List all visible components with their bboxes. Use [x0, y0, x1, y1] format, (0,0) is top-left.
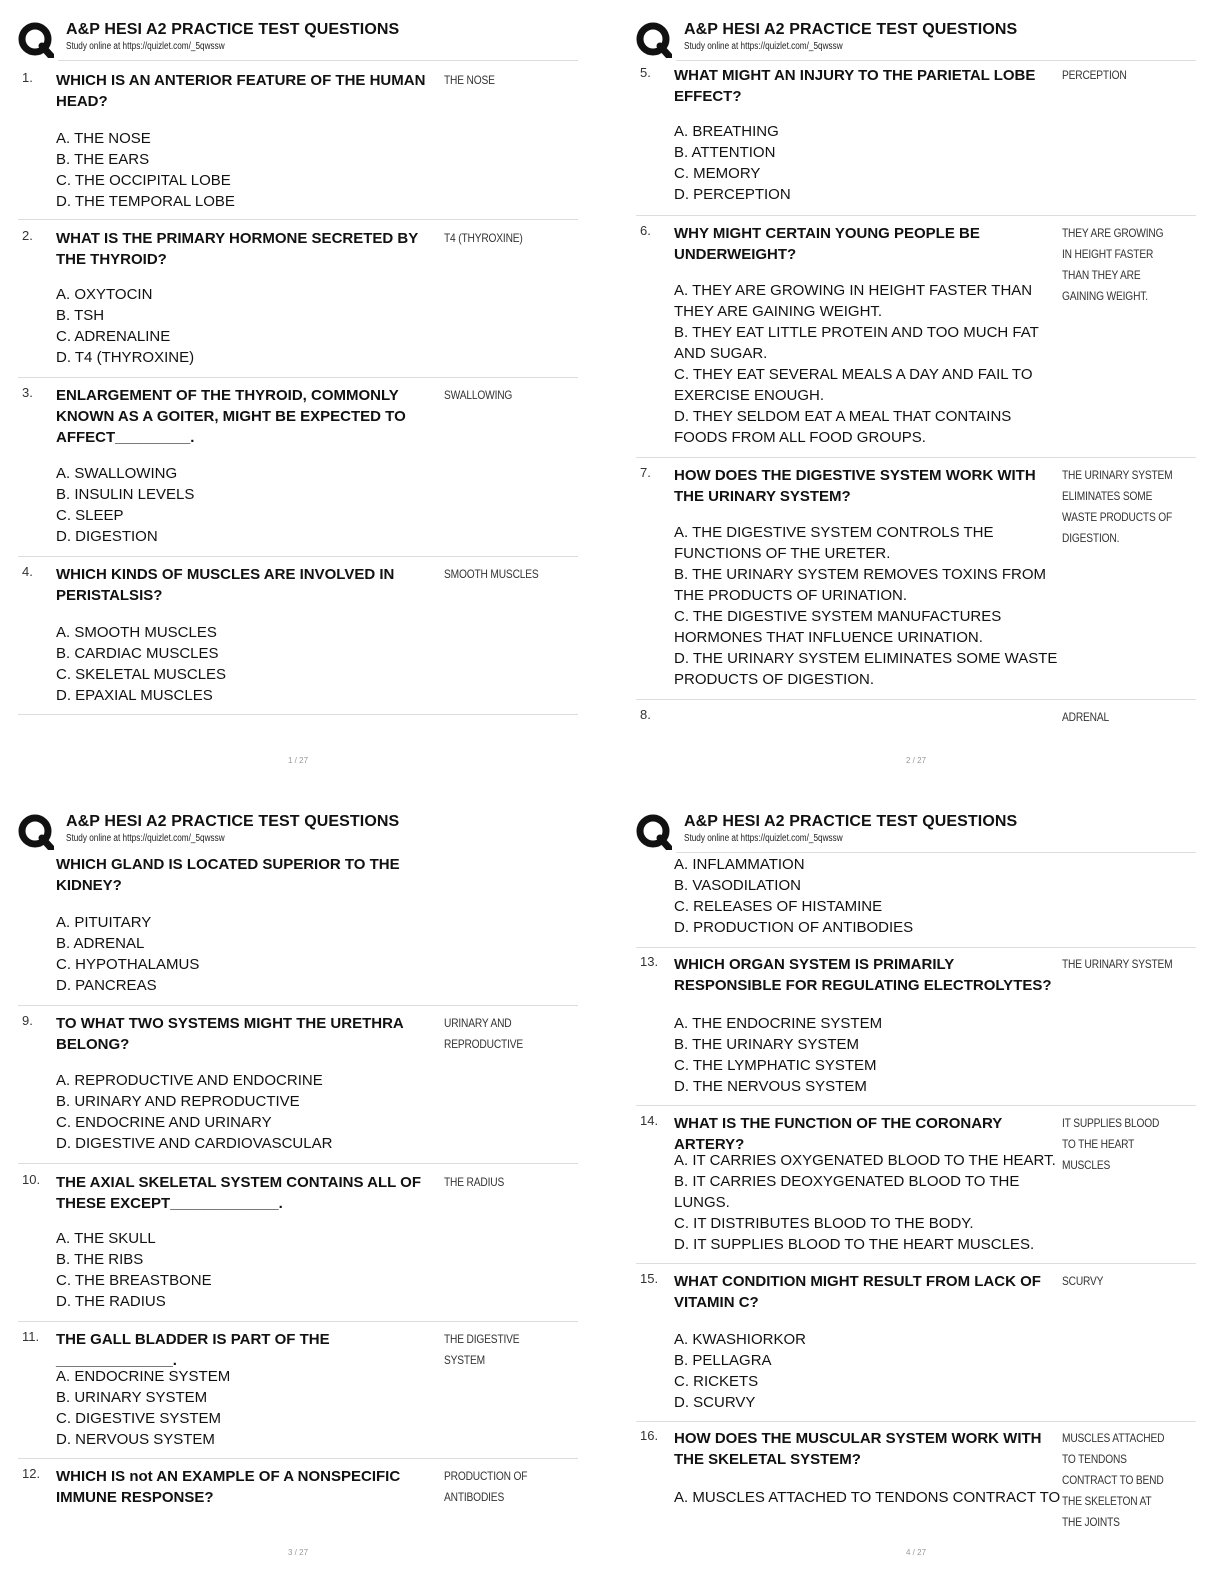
divider: [636, 457, 1196, 458]
option: B. URINARY AND REPRODUCTIVE: [56, 1093, 300, 1110]
question-text: WHICH IS AN ANTERIOR FEATURE OF THE HUMAN HEAD?: [56, 72, 426, 110]
header-subtitle: Study online at https://quizlet.com/_5qwssw: [684, 41, 843, 52]
option: C. THE BREASTBONE: [56, 1272, 212, 1289]
options-list: [674, 1329, 1064, 1413]
option: B. THE URINARY SYSTEM: [674, 1036, 860, 1053]
answer-text: THE URINARY SYSTEM: [1062, 957, 1173, 971]
page-footer: 2 / 27: [906, 756, 927, 765]
option: B. ADRENAL: [56, 935, 145, 952]
question-number: 10.: [22, 1172, 41, 1187]
option: D. PERCEPTION: [674, 186, 791, 203]
quizlet-logo-icon: [636, 22, 672, 58]
option: A. THE SKULL: [56, 1230, 156, 1247]
option: A. SWALLOWING: [56, 465, 178, 482]
options-list: [56, 1366, 456, 1450]
header-subtitle: Study online at https://quizlet.com/_5qwssw: [66, 833, 225, 844]
divider: [18, 1163, 578, 1164]
option: D. THEY SELDOM EAT A MEAL THAT CONTAINS FOODS FROM ALL FOOD GROUPS.: [674, 408, 1012, 446]
question-number: 2.: [22, 228, 33, 243]
option: D. THE RADIUS: [56, 1293, 166, 1310]
option: D. T4 (THYROXINE): [56, 349, 195, 366]
divider: [18, 1321, 578, 1322]
answer-text: T4 (THYROXINE): [444, 231, 523, 245]
answer-text: SWALLOWING: [444, 388, 513, 402]
page-footer: 4 / 27: [906, 1548, 927, 1557]
divider: [18, 1005, 578, 1006]
divider: [676, 852, 1196, 853]
option: D. THE NERVOUS SYSTEM: [674, 1078, 867, 1095]
option: C. HYPOTHALAMUS: [56, 956, 200, 973]
option: D. THE TEMPORAL LOBE: [56, 193, 235, 210]
page-header: [636, 810, 1196, 852]
option: A. BREATHING: [674, 123, 779, 140]
question-number: 1.: [22, 70, 33, 85]
header-subtitle: Study online at https://quizlet.com/_5qwssw: [66, 41, 225, 52]
option: A. INFLAMMATION: [674, 856, 805, 873]
divider: [58, 60, 578, 61]
options-list: [674, 280, 1064, 448]
option: C. MEMORY: [674, 165, 761, 182]
question-text: WHICH KINDS OF MUSCLES ARE INVOLVED IN PERISTALSIS?: [56, 566, 395, 604]
question-number: 5.: [640, 65, 651, 80]
answer-text: SMOOTH MUSCLES: [444, 567, 539, 581]
question-text: WHICH IS not AN EXAMPLE OF A NONSPECIFIC IMMUNE RESPONSE?: [56, 1468, 401, 1506]
option: B. INSULIN LEVELS: [56, 486, 195, 503]
question-text: ENLARGEMENT OF THE THYROID, COMMONLY KNOWN AS A GOITER, MIGHT BE EXPECTED TO AFFECT_________.: [56, 387, 406, 446]
option: D. DIGESTION: [56, 528, 158, 545]
question-number: 14.: [640, 1113, 659, 1128]
quizlet-logo-icon: [636, 814, 672, 850]
divider: [18, 556, 578, 557]
question-number: 11.: [22, 1329, 40, 1344]
option: B. IT CARRIES DEOXYGENATED BLOOD TO THE LUNGS.: [674, 1173, 1020, 1211]
option: A. SMOOTH MUSCLES: [56, 624, 217, 641]
question-number: 4.: [22, 564, 33, 579]
divider: [18, 1458, 578, 1459]
quizlet-logo-icon: [18, 814, 54, 850]
answer-text: THE NOSE: [444, 73, 495, 87]
option: D. EPAXIAL MUSCLES: [56, 687, 213, 704]
question-text: HOW DOES THE MUSCULAR SYSTEM WORK WITH THE SKELETAL SYSTEM?: [674, 1430, 1042, 1468]
answer-text: THE RADIUS: [444, 1175, 505, 1189]
page-header: [18, 18, 578, 60]
option: D. PRODUCTION OF ANTIBODIES: [674, 919, 914, 936]
option: B. PELLAGRA: [674, 1352, 772, 1369]
option: A. THE NOSE: [56, 130, 151, 147]
page-footer: 1 / 27: [288, 756, 309, 765]
page-1: [18, 18, 598, 778]
quizlet-logo-icon: [18, 22, 54, 58]
question-text: THE AXIAL SKELETAL SYSTEM CONTAINS ALL OF THESE EXCEPT_____________.: [56, 1174, 422, 1212]
options-list: [56, 128, 456, 212]
page-header: [18, 810, 578, 852]
question-number: 15.: [640, 1271, 659, 1286]
divider: [18, 377, 578, 378]
option: A. MUSCLES ATTACHED TO TENDONS CONTRACT TO: [674, 1489, 1061, 1506]
question-number: 12.: [22, 1466, 41, 1481]
option: D. DIGESTIVE AND CARDIOVASCULAR: [56, 1135, 333, 1152]
option: A. PITUITARY: [56, 914, 152, 931]
question-text: WHICH GLAND IS LOCATED SUPERIOR TO THE KIDNEY?: [56, 856, 400, 894]
options-list: [56, 1228, 456, 1312]
divider: [636, 215, 1196, 216]
question-text: WHY MIGHT CERTAIN YOUNG PEOPLE BE UNDERWEIGHT?: [674, 225, 980, 263]
option: B. VASODILATION: [674, 877, 801, 894]
answer-text: URINARY AND REPRODUCTIVE: [444, 1016, 524, 1051]
option: D. SCURVY: [674, 1394, 756, 1411]
options-list: [674, 121, 1064, 205]
question-text: WHICH ORGAN SYSTEM IS PRIMARILY RESPONSIBLE FOR REGULATING ELECTROLYTES?: [674, 956, 1052, 994]
answer-text: PERCEPTION: [1062, 68, 1127, 82]
option: A. THE ENDOCRINE SYSTEM: [674, 1015, 883, 1032]
options-list: [674, 1013, 1064, 1097]
page-3: [18, 810, 598, 1570]
option: C. RICKETS: [674, 1373, 759, 1390]
answer-text: SCURVY: [1062, 1274, 1104, 1288]
option: B. ATTENTION: [674, 144, 776, 161]
option: D. THE URINARY SYSTEM ELIMINATES SOME WASTE PRODUCTS OF DIGESTION.: [674, 650, 1058, 688]
option: C. RELEASES OF HISTAMINE: [674, 898, 883, 915]
question-number: 6.: [640, 223, 651, 238]
options-list: [56, 1070, 456, 1154]
option: C. SKELETAL MUSCLES: [56, 666, 227, 683]
header-subtitle: Study online at https://quizlet.com/_5qwssw: [684, 833, 843, 844]
option: A. THEY ARE GROWING IN HEIGHT FASTER THAN THEY ARE GAINING WEIGHT.: [674, 282, 1033, 320]
option: C. SLEEP: [56, 507, 124, 524]
option: D. PANCREAS: [56, 977, 157, 994]
option: C. DIGESTIVE SYSTEM: [56, 1410, 222, 1427]
option: A. IT CARRIES OXYGENATED BLOOD TO THE HEART.: [674, 1152, 1056, 1169]
option: A. REPRODUCTIVE AND ENDOCRINE: [56, 1072, 323, 1089]
answer-text: ADRENAL: [1062, 710, 1110, 724]
answer-text: PRODUCTION OF ANTIBODIES: [444, 1469, 528, 1504]
options-list: [56, 622, 456, 706]
question-text: WHAT CONDITION MIGHT RESULT FROM LACK OF VITAMIN C?: [674, 1273, 1041, 1311]
divider: [18, 714, 578, 715]
page-header: [636, 18, 1196, 60]
option: C. IT DISTRIBUTES BLOOD TO THE BODY.: [674, 1215, 974, 1232]
option: A. THE DIGESTIVE SYSTEM CONTROLS THE FUNCTIONS OF THE URETER.: [674, 524, 994, 562]
option: B. CARDIAC MUSCLES: [56, 645, 219, 662]
header-title: A&P HESI A2 PRACTICE TEST QUESTIONS: [684, 21, 1018, 38]
divider: [636, 947, 1196, 948]
divider: [636, 1263, 1196, 1264]
page-4: [636, 810, 1216, 1570]
question-number: 16.: [640, 1428, 659, 1443]
answer-text: THE URINARY SYSTEM ELIMINATES SOME WASTE PRODUCTS OF DIGESTION.: [1062, 468, 1173, 545]
header-title: A&P HESI A2 PRACTICE TEST QUESTIONS: [66, 813, 400, 830]
option: A. KWASHIORKOR: [674, 1331, 806, 1348]
options-list: [56, 284, 456, 368]
option: C. ENDOCRINE AND URINARY: [56, 1114, 272, 1131]
options-list: [674, 522, 1064, 690]
option: B. TSH: [56, 307, 105, 324]
question-number: 8.: [640, 707, 651, 722]
header-title: A&P HESI A2 PRACTICE TEST QUESTIONS: [66, 21, 400, 38]
divider: [636, 699, 1196, 700]
option: A. ENDOCRINE SYSTEM: [56, 1368, 231, 1385]
option: C. THE LYMPHATIC SYSTEM: [674, 1057, 877, 1074]
answer-text: MUSCLES ATTACHED TO TENDONS CONTRACT TO BEND THE SKELETON AT THE JOINTS: [1062, 1431, 1165, 1529]
question-text: WHAT IS THE PRIMARY HORMONE SECRETED BY THE THYROID?: [56, 230, 418, 268]
page-footer: 3 / 27: [288, 1548, 309, 1557]
divider: [636, 1105, 1196, 1106]
option: B. THE RIBS: [56, 1251, 144, 1268]
question-text: WHAT IS THE FUNCTION OF THE CORONARY ARTERY?: [674, 1115, 1003, 1153]
options-list: [56, 463, 456, 547]
option: C. THE OCCIPITAL LOBE: [56, 172, 231, 189]
option: B. URINARY SYSTEM: [56, 1389, 208, 1406]
option: C. ADRENALINE: [56, 328, 171, 345]
option: A. OXYTOCIN: [56, 286, 153, 303]
question-number: 7.: [640, 465, 651, 480]
answer-text: THE DIGESTIVE SYSTEM: [444, 1332, 520, 1367]
question-number: 9.: [22, 1013, 33, 1028]
question-text: TO WHAT TWO SYSTEMS MIGHT THE URETHRA BELONG?: [56, 1015, 404, 1053]
divider: [18, 219, 578, 220]
question-number: 13.: [640, 954, 659, 969]
header-title: A&P HESI A2 PRACTICE TEST QUESTIONS: [684, 813, 1018, 830]
options-list: [674, 1150, 1064, 1255]
question-text: WHAT MIGHT AN INJURY TO THE PARIETAL LOBE EFFECT?: [674, 67, 1036, 105]
option: B. THE EARS: [56, 151, 150, 168]
option: C. THE DIGESTIVE SYSTEM MANUFACTURES HORMONES THAT INFLUENCE URINATION.: [674, 608, 1002, 646]
divider: [636, 1421, 1196, 1422]
options-list: [674, 1487, 1064, 1508]
option: D. IT SUPPLIES BLOOD TO THE HEART MUSCLES.: [674, 1236, 1035, 1253]
option: D. NERVOUS SYSTEM: [56, 1431, 215, 1448]
answer-text: THEY ARE GROWING IN HEIGHT FASTER THAN THEY ARE GAINING WEIGHT.: [1062, 226, 1164, 303]
options-list: [674, 854, 1064, 938]
question-text: HOW DOES THE DIGESTIVE SYSTEM WORK WITH THE URINARY SYSTEM?: [674, 467, 1036, 505]
options-list: [56, 912, 456, 996]
question-number: 3.: [22, 385, 33, 400]
question-text: THE GALL BLADDER IS PART OF THE ______________.: [56, 1331, 330, 1369]
option: C. THEY EAT SEVERAL MEALS A DAY AND FAIL TO EXERCISE ENOUGH.: [674, 366, 1033, 404]
divider: [676, 60, 1196, 61]
option: B. THE URINARY SYSTEM REMOVES TOXINS FROM THE PRODUCTS OF URINATION.: [674, 566, 1047, 604]
page-2: [636, 18, 1216, 778]
answer-text: IT SUPPLIES BLOOD TO THE HEART MUSCLES: [1062, 1116, 1160, 1172]
option: B. THEY EAT LITTLE PROTEIN AND TOO MUCH FAT AND SUGAR.: [674, 324, 1039, 362]
